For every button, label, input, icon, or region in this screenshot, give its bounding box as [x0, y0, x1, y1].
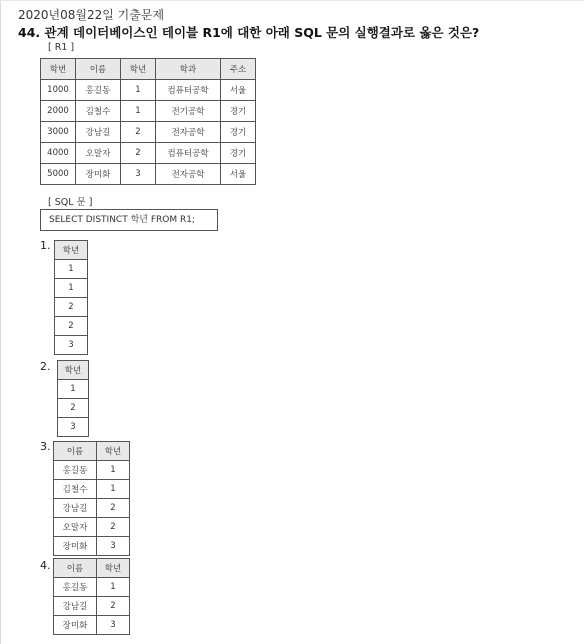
table-cell: 오말자 — [54, 518, 97, 537]
table-cell: 3 — [97, 537, 130, 556]
question-text: 44. 관계 데이터베이스인 테이블 R1에 대한 아래 SQL 문의 실행결과로 옳은 것은? — [18, 25, 480, 40]
table-cell: 3 — [55, 336, 88, 355]
table-cell: 전자공학 — [156, 122, 221, 143]
table-row — [54, 461, 130, 480]
table-cell: 1 — [97, 480, 130, 499]
table-cell: 1 — [121, 80, 156, 101]
table-cell: 2000 — [41, 101, 76, 122]
option-2-number[interactable]: 2. — [40, 360, 51, 373]
table-header-row — [41, 59, 256, 80]
table-cell: 3 — [97, 616, 130, 635]
table-row — [55, 260, 88, 279]
table-cell: 전기공학 — [156, 101, 221, 122]
table-header-row — [55, 241, 88, 260]
table-row — [41, 101, 256, 122]
table-cell: 전자공학 — [156, 164, 221, 185]
table-row — [41, 122, 256, 143]
column-header: 학년 — [58, 361, 89, 380]
column-header: 학년 — [97, 442, 130, 461]
table-row — [54, 616, 130, 635]
table-cell: 강남길 — [54, 597, 97, 616]
table-cell: 4000 — [41, 143, 76, 164]
table-row — [54, 537, 130, 556]
table-row — [54, 578, 130, 597]
table-row — [41, 164, 256, 185]
table-cell: 강남길 — [76, 122, 121, 143]
table-row — [55, 279, 88, 298]
table-row — [58, 418, 89, 437]
column-header: 주소 — [221, 59, 256, 80]
table-cell: 홍길동 — [76, 80, 121, 101]
sql-caption: [ SQL 문 ] — [48, 197, 93, 208]
table-cell: 컴퓨터공학 — [156, 80, 221, 101]
table-row — [58, 380, 89, 399]
column-header: 이름 — [54, 559, 97, 578]
table-cell: 2 — [55, 317, 88, 336]
table-cell: 2 — [121, 122, 156, 143]
table-row — [58, 399, 89, 418]
table-cell: 1 — [121, 101, 156, 122]
table-cell: 1 — [55, 279, 88, 298]
table-cell: 1 — [58, 380, 89, 399]
table-cell: 김철수 — [76, 101, 121, 122]
table-row — [41, 80, 256, 101]
column-header: 학번 — [41, 59, 76, 80]
table-row — [54, 480, 130, 499]
table-cell: 2 — [55, 298, 88, 317]
column-header: 학년 — [97, 559, 130, 578]
table-cell: 장미화 — [54, 537, 97, 556]
table-cell: 3 — [58, 418, 89, 437]
table-row — [41, 143, 256, 164]
table-cell: 2 — [121, 143, 156, 164]
table-header-row — [54, 559, 130, 578]
option-2-table[interactable] — [57, 360, 89, 437]
option-4-table[interactable] — [53, 558, 130, 635]
table-header-row — [54, 442, 130, 461]
table-cell: 경기 — [221, 122, 256, 143]
table-cell: 김철수 — [54, 480, 97, 499]
table-cell: 2 — [58, 399, 89, 418]
table-cell: 5000 — [41, 164, 76, 185]
option-4-number[interactable]: 4. — [40, 559, 51, 572]
table-row — [55, 336, 88, 355]
table-cell: 3 — [121, 164, 156, 185]
table-cell: 경기 — [221, 143, 256, 164]
table-cell: 1000 — [41, 80, 76, 101]
column-header: 학년 — [121, 59, 156, 80]
r1-caption: [ R1 ] — [48, 42, 75, 53]
table-row — [54, 518, 130, 537]
option-3-number[interactable]: 3. — [40, 440, 51, 453]
table-cell: 장미화 — [76, 164, 121, 185]
column-header: 이름 — [76, 59, 121, 80]
sql-statement-box: SELECT DISTINCT 학년 FROM R1; — [40, 209, 218, 231]
table-cell: 홍길동 — [54, 578, 97, 597]
table-cell: 경기 — [221, 101, 256, 122]
table-cell: 서울 — [221, 80, 256, 101]
r1-table — [40, 58, 256, 185]
column-header: 학년 — [55, 241, 88, 260]
table-row — [55, 317, 88, 336]
table-cell: 2 — [97, 597, 130, 616]
table-cell: 1 — [97, 461, 130, 480]
table-cell: 1 — [55, 260, 88, 279]
table-cell: 3000 — [41, 122, 76, 143]
table-row — [54, 499, 130, 518]
table-cell: 2 — [97, 518, 130, 537]
column-header: 이름 — [54, 442, 97, 461]
table-cell: 2 — [97, 499, 130, 518]
table-cell: 강남길 — [54, 499, 97, 518]
table-cell: 장미화 — [54, 616, 97, 635]
table-cell: 컴퓨터공학 — [156, 143, 221, 164]
column-header: 학과 — [156, 59, 221, 80]
table-cell: 서울 — [221, 164, 256, 185]
table-cell: 홍길동 — [54, 461, 97, 480]
table-row — [54, 597, 130, 616]
option-3-table[interactable] — [53, 441, 130, 556]
table-cell: 오말자 — [76, 143, 121, 164]
option-1-number[interactable]: 1. — [40, 239, 51, 252]
option-1-table[interactable] — [54, 240, 88, 355]
table-header-row — [58, 361, 89, 380]
exam-date: 2020년08월22일 기출문제 — [18, 8, 165, 22]
table-cell: 1 — [97, 578, 130, 597]
table-row — [55, 298, 88, 317]
